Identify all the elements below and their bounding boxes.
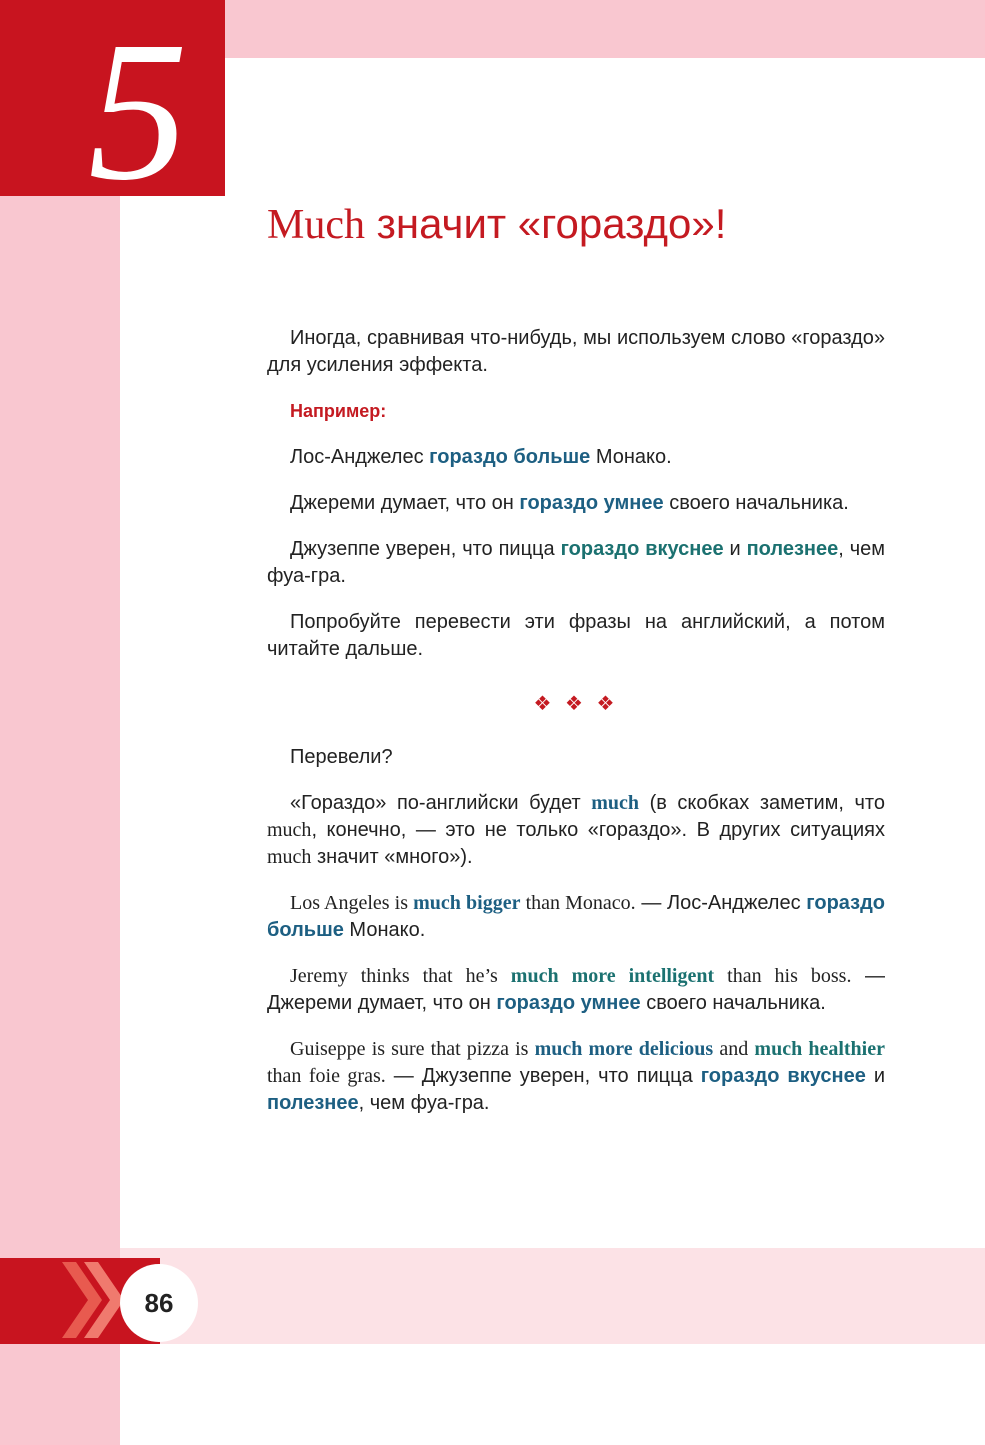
text: Джузеппе уверен, что пицца — [290, 538, 561, 560]
question-paragraph: Перевели? — [290, 746, 393, 768]
highlight: гораздо больше — [267, 892, 886, 941]
english-word: much — [267, 819, 312, 841]
section-separator: ❖ ❖ ❖ — [533, 693, 619, 715]
highlight: гораздо умнее — [496, 992, 641, 1014]
english-text: Los Angeles is — [290, 892, 414, 914]
text: и — [723, 538, 747, 560]
intro-paragraph: Иногда, сравнивая что-нибудь, мы используем слово «гораздо» для усиления эффекта. — [267, 327, 885, 376]
text: Лос-Анджелес — [290, 446, 430, 468]
text: — Джереми думает, что он — [267, 965, 885, 1014]
page-title — [267, 200, 726, 249]
text: — Лос-Анджелес — [635, 892, 807, 914]
text: (в скобках заметим, что — [639, 792, 885, 814]
text: Джереми думает, что он — [290, 492, 520, 514]
english-text: Jeremy thinks that he’s — [290, 965, 511, 987]
english-text: than Monaco. — [520, 892, 636, 914]
highlight: полезнее — [267, 1092, 359, 1114]
english-text: than his boss. — [714, 965, 852, 987]
page-number: 86 — [144, 1287, 174, 1318]
english-text: Guiseppe is sure that pizza is — [290, 1038, 535, 1060]
highlight: гораздо умнее — [519, 492, 664, 514]
highlight: much bigger — [413, 892, 521, 914]
highlight: much more intelligent — [510, 965, 715, 987]
text: , чем фуа-гра. — [267, 538, 885, 587]
example-1 — [267, 444, 885, 471]
example-label: Например: — [290, 401, 387, 421]
page-number-badge — [120, 1264, 198, 1342]
english-text: and — [713, 1038, 755, 1060]
translation-3 — [267, 1036, 885, 1117]
text: своего начальника. — [640, 992, 826, 1014]
bottom-band — [120, 1248, 985, 1344]
example-3 — [267, 536, 885, 590]
text: значит «много»). — [311, 846, 473, 868]
highlight: гораздо вкуснее — [700, 1065, 866, 1087]
translation-1 — [267, 890, 885, 944]
example-2 — [267, 490, 885, 517]
chapter-box — [0, 0, 225, 222]
chapter-number: 5 — [88, 1, 188, 222]
title-russian: значит «гораздо»! — [365, 200, 727, 247]
title-english: Much — [267, 202, 365, 248]
main-content — [267, 325, 885, 1136]
text: , чем фуа-гра. — [358, 1092, 490, 1114]
example-label-paragraph — [267, 398, 885, 425]
highlight: гораздо вкуснее — [560, 538, 724, 560]
chevron-right-icon — [84, 1262, 124, 1338]
english-word: much — [267, 846, 312, 868]
english-text: than foie gras. — [267, 1065, 386, 1087]
text: Монако. — [343, 919, 426, 941]
highlight: much — [591, 792, 640, 814]
text: своего начальника. — [663, 492, 849, 514]
prompt-paragraph: Попробуйте перевести эти фразы на английский, а потом читайте дальше. — [267, 611, 885, 660]
translation-2 — [267, 963, 885, 1017]
text: , конечно, — это не только «гораздо». В других ситуациях — [311, 819, 885, 841]
text: Монако. — [590, 446, 672, 468]
highlight: much healthier — [754, 1038, 885, 1060]
highlight: much more delicious — [534, 1038, 714, 1060]
text: «Гораздо» по-английски будет — [290, 792, 592, 814]
highlight: полезнее — [746, 538, 839, 560]
highlight: гораздо больше — [429, 446, 591, 468]
text: — Джузеппе уверен, что пицца — [385, 1065, 701, 1087]
text: и — [865, 1065, 885, 1087]
explain-paragraph — [267, 790, 885, 871]
